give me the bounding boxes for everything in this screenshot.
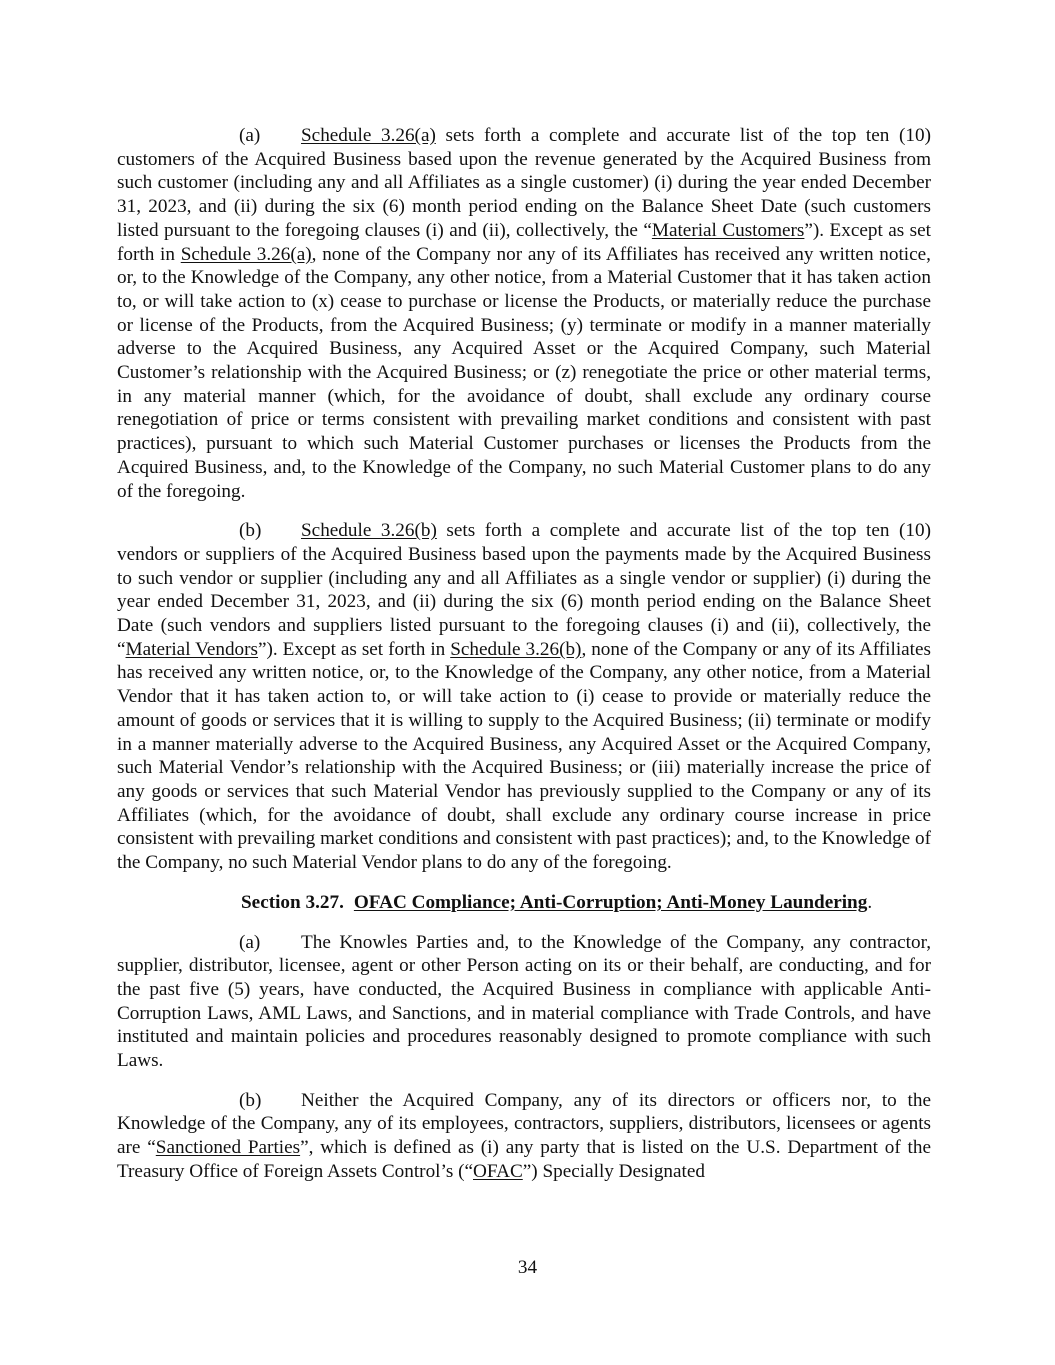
- schedule-reference: Schedule 3.26(b): [450, 638, 582, 660]
- section-number: Section 3.27.: [241, 891, 344, 913]
- paragraph-text: ”). Except as set forth in: [258, 638, 451, 660]
- paragraph-text: ”) Specially Designated: [522, 1160, 705, 1182]
- schedule-reference: Schedule 3.26(b): [301, 520, 437, 542]
- section-3-27-paragraph-b: [117, 1089, 931, 1184]
- section-title: OFAC Compliance; Anti-Corruption; Anti-Money Laundering: [353, 891, 868, 913]
- section-3-26-paragraph-a: [117, 124, 931, 503]
- section-3-26-paragraph-b: [117, 519, 931, 875]
- paragraph-text: Neither the Acquired Company, any of its directors or officers nor, to the Knowledge of the Company, any of its employees, contractors, suppliers, distributors, licensees or agents are “: [117, 1089, 931, 1159]
- defined-term: Material Customers: [651, 219, 805, 241]
- paragraph-text: , none of the Company nor any of its Affiliates has received any written notice, or, to the Knowledge of the Company, any other notice, from a Material Customer that it has taken action to, or will take action to (x) cease to purchase or license the Products, or materially reduce the purchase or license of the Products, from the Acquired Business; (y) terminate or modify in a manner materially adverse to the Acquired Business, any Acquired Asset or the Acquired Company, such Material Customer’s relationship with the Acquired Business; or (z) renegotiate the price or other material terms, in any material manner (which, for the avoidance of doubt, shall exclude any ordinary course renegotiation of price or terms consistent with prevailing market conditions and consistent with past practices), pursuant to which such Material Customer purchases or licenses the Products from the Acquired Business, and, to the Knowledge of the Company, no such Material Customer plans to do any of the foregoing.: [117, 243, 931, 502]
- defined-term: OFAC: [473, 1160, 523, 1182]
- section-title-period: .: [867, 891, 873, 913]
- paragraph-text: ”). Except as set forth in: [117, 219, 931, 265]
- paragraph-text: ”, which is defined as (i) any party that is listed on the U.S. Department of the Treasury Office of Foreign Assets Control’s (“: [117, 1137, 931, 1182]
- page-number: 34: [517, 1257, 538, 1278]
- paragraph-label: (b): [239, 520, 262, 542]
- paragraph-text: , none of the Company or any of its Affiliates has received any written notice, or, to the Knowledge of the Company, any other notice, from a Material Vendor that it has taken action to, or will take action to (i) cease to provide or materially reduce the amount of goods or services that it is willing to supply to the Acquired Business; (ii) terminate or modify in a manner materially adverse to the Acquired Business, any Acquired Asset or the Acquired Company, such Material Vendor’s relationship with the Acquired Business; or (iii) materially increase the price of any goods or services that such Material Vendor has previously supplied to the Company or any of its Affiliates (which, for the avoidance of doubt, shall exclude any ordinary course increase in price consistent with prevailing market conditions and consistent with past practices); and, to the Knowledge of the Company, no such Material Vendor plans to do any of the foregoing.: [117, 638, 931, 874]
- schedule-reference: Schedule 3.26(a): [180, 243, 312, 265]
- schedule-reference: Schedule 3.26(a): [301, 125, 436, 146]
- paragraph-label: (a): [239, 931, 261, 953]
- defined-term: Sanctioned Parties: [155, 1137, 301, 1159]
- paragraph-label: (a): [239, 125, 261, 146]
- section-3-27-paragraph-a: [117, 931, 931, 1073]
- paragraph-text: sets forth a complete and accurate list of the top ten (10) vendors or suppliers of the Acquired Business based upon the payments made by the Acquired Business to such vendor or supplier (including any and all Affiliates as a single vendor or supplier) (i) during the year ended December 31, 2023, and (ii) during the six (6) month period ending on the Balance Sheet Date (such vendors and suppliers listed pursuant to the foregoing clauses (i) and (ii), collectively, the “: [117, 520, 931, 660]
- paragraph-label: (b): [239, 1089, 262, 1111]
- paragraph-text: The Knowles Parties and, to the Knowledge of the Company, any contractor, supplier, distributor, licensee, agent or other Person acting on its or their behalf, are conducting, and for the past five (5) years, have conducted, the Acquired Business in compliance with applicable Anti-Corruption Laws, AML Laws, and Sanctions, and in material compliance with Trade Controls, and have instituted and maintain policies and procedures reasonably designed to promote compliance with such Laws.: [117, 931, 931, 1072]
- section-3-27-heading: [117, 891, 931, 915]
- paragraph-text: sets forth a complete and accurate list of the top ten (10) customers of the Acquired Business based upon the revenue generated by the Acquired Business from such customer (including any and all Affiliates as a single customer) (i) during the year ended December 31, 2023, and (ii) during the six (6) month period ending on the Balance Sheet Date (such customers listed pursuant to the foregoing clauses (i) and (ii), collectively, the “: [117, 125, 931, 241]
- document-page: [117, 124, 931, 1200]
- defined-term: Material Vendors: [125, 638, 259, 660]
